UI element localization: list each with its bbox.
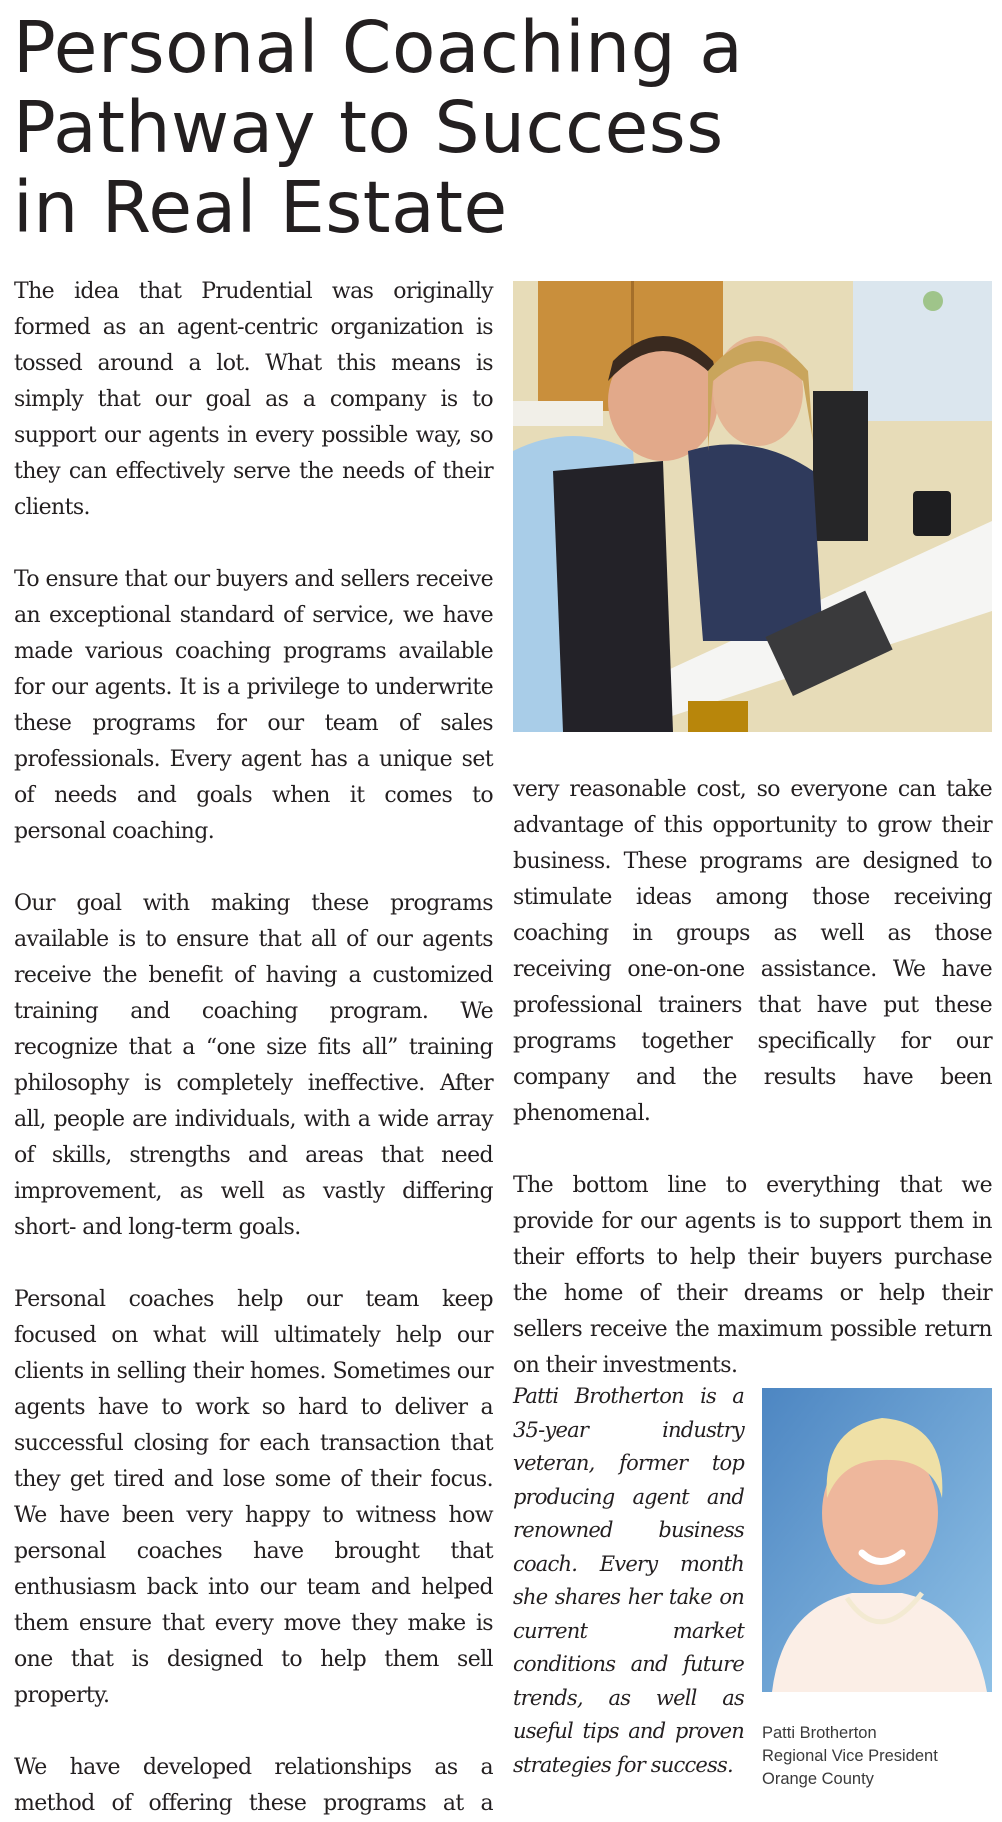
- coaching-session-photo: [513, 281, 992, 732]
- caption-region: Orange County: [762, 1770, 874, 1788]
- title-line: in Real Estate: [13, 166, 508, 249]
- caption-name: Patti Brotherton: [762, 1724, 877, 1742]
- paragraph: very reasonable cost, so everyone can take advantage of this opportunity to grow their business. These programs are designed to stimulate ideas among those receiving coaching in groups as well as those receiving one-on-one assistance. We have professional trainers that have put these programs together specifically for our company and the results have been phenomenal.: [513, 777, 992, 1126]
- portrait-caption: [762, 1722, 1002, 1791]
- left-column: [14, 274, 493, 1822]
- portrait-illustration: [762, 1388, 992, 1692]
- photo-illustration: [513, 281, 992, 732]
- paragraph: Our goal with making these programs available is to ensure that all of our agents receive the benefit of having a customized training and coaching program. We recognize that a “one size fits all” training philosophy is completely ineffective. After all, people are individuals, with a wide array of skills, strengths and areas that need improvement, as well as vastly differing short- and long-term goals.: [14, 891, 493, 1240]
- paragraph: Personal coaches help our team keep focused on what will ultimately help our clients in selling their homes. Sometimes our agents have to work so hard to deliver a successful closing for each transaction that they get tired and lose some of their focus. We have been very happy to witness how personal coaches have brought that enthusiasm back into our team and helped them ensure that every move they make is one that is designed to help them sell property.: [14, 1287, 493, 1708]
- paragraph: We have developed relationships as a method of offering these programs at a: [14, 1755, 493, 1816]
- author-bio: Patti Brotherton is a 35-year industry veteran, former top producing agent and renowned business coach. Every month she shares her take on current market conditions and future trends, as well as useful tips and proven strategies for success.: [513, 1384, 744, 1777]
- right-column: [513, 772, 992, 1420]
- paragraph: The idea that Prudential was originally formed as an agent-centric organization is tossed around a lot. What this means is simply that our goal as a company is to support our agents in every possible way, so they can effectively serve the needs of their clients.: [14, 279, 493, 520]
- article-title: [13, 8, 973, 248]
- author-portrait: [762, 1388, 992, 1692]
- title-line: Personal Coaching a: [13, 6, 744, 89]
- caption-role: Regional Vice President: [762, 1747, 938, 1765]
- paragraph: The bottom line to everything that we provide for our agents is to support them in their efforts to help their buyers purchase the home of their dreams or help their sellers receive the maximum possible return on their investments.: [513, 1173, 992, 1378]
- title-line: Pathway to Success: [13, 86, 724, 169]
- paragraph: To ensure that our buyers and sellers receive an exceptional standard of service, we have made various coaching programs available for our agents. It is a privilege to underwrite these programs for our team of sales professionals. Every agent has a unique set of needs and goals when it comes to personal coaching.: [14, 567, 493, 844]
